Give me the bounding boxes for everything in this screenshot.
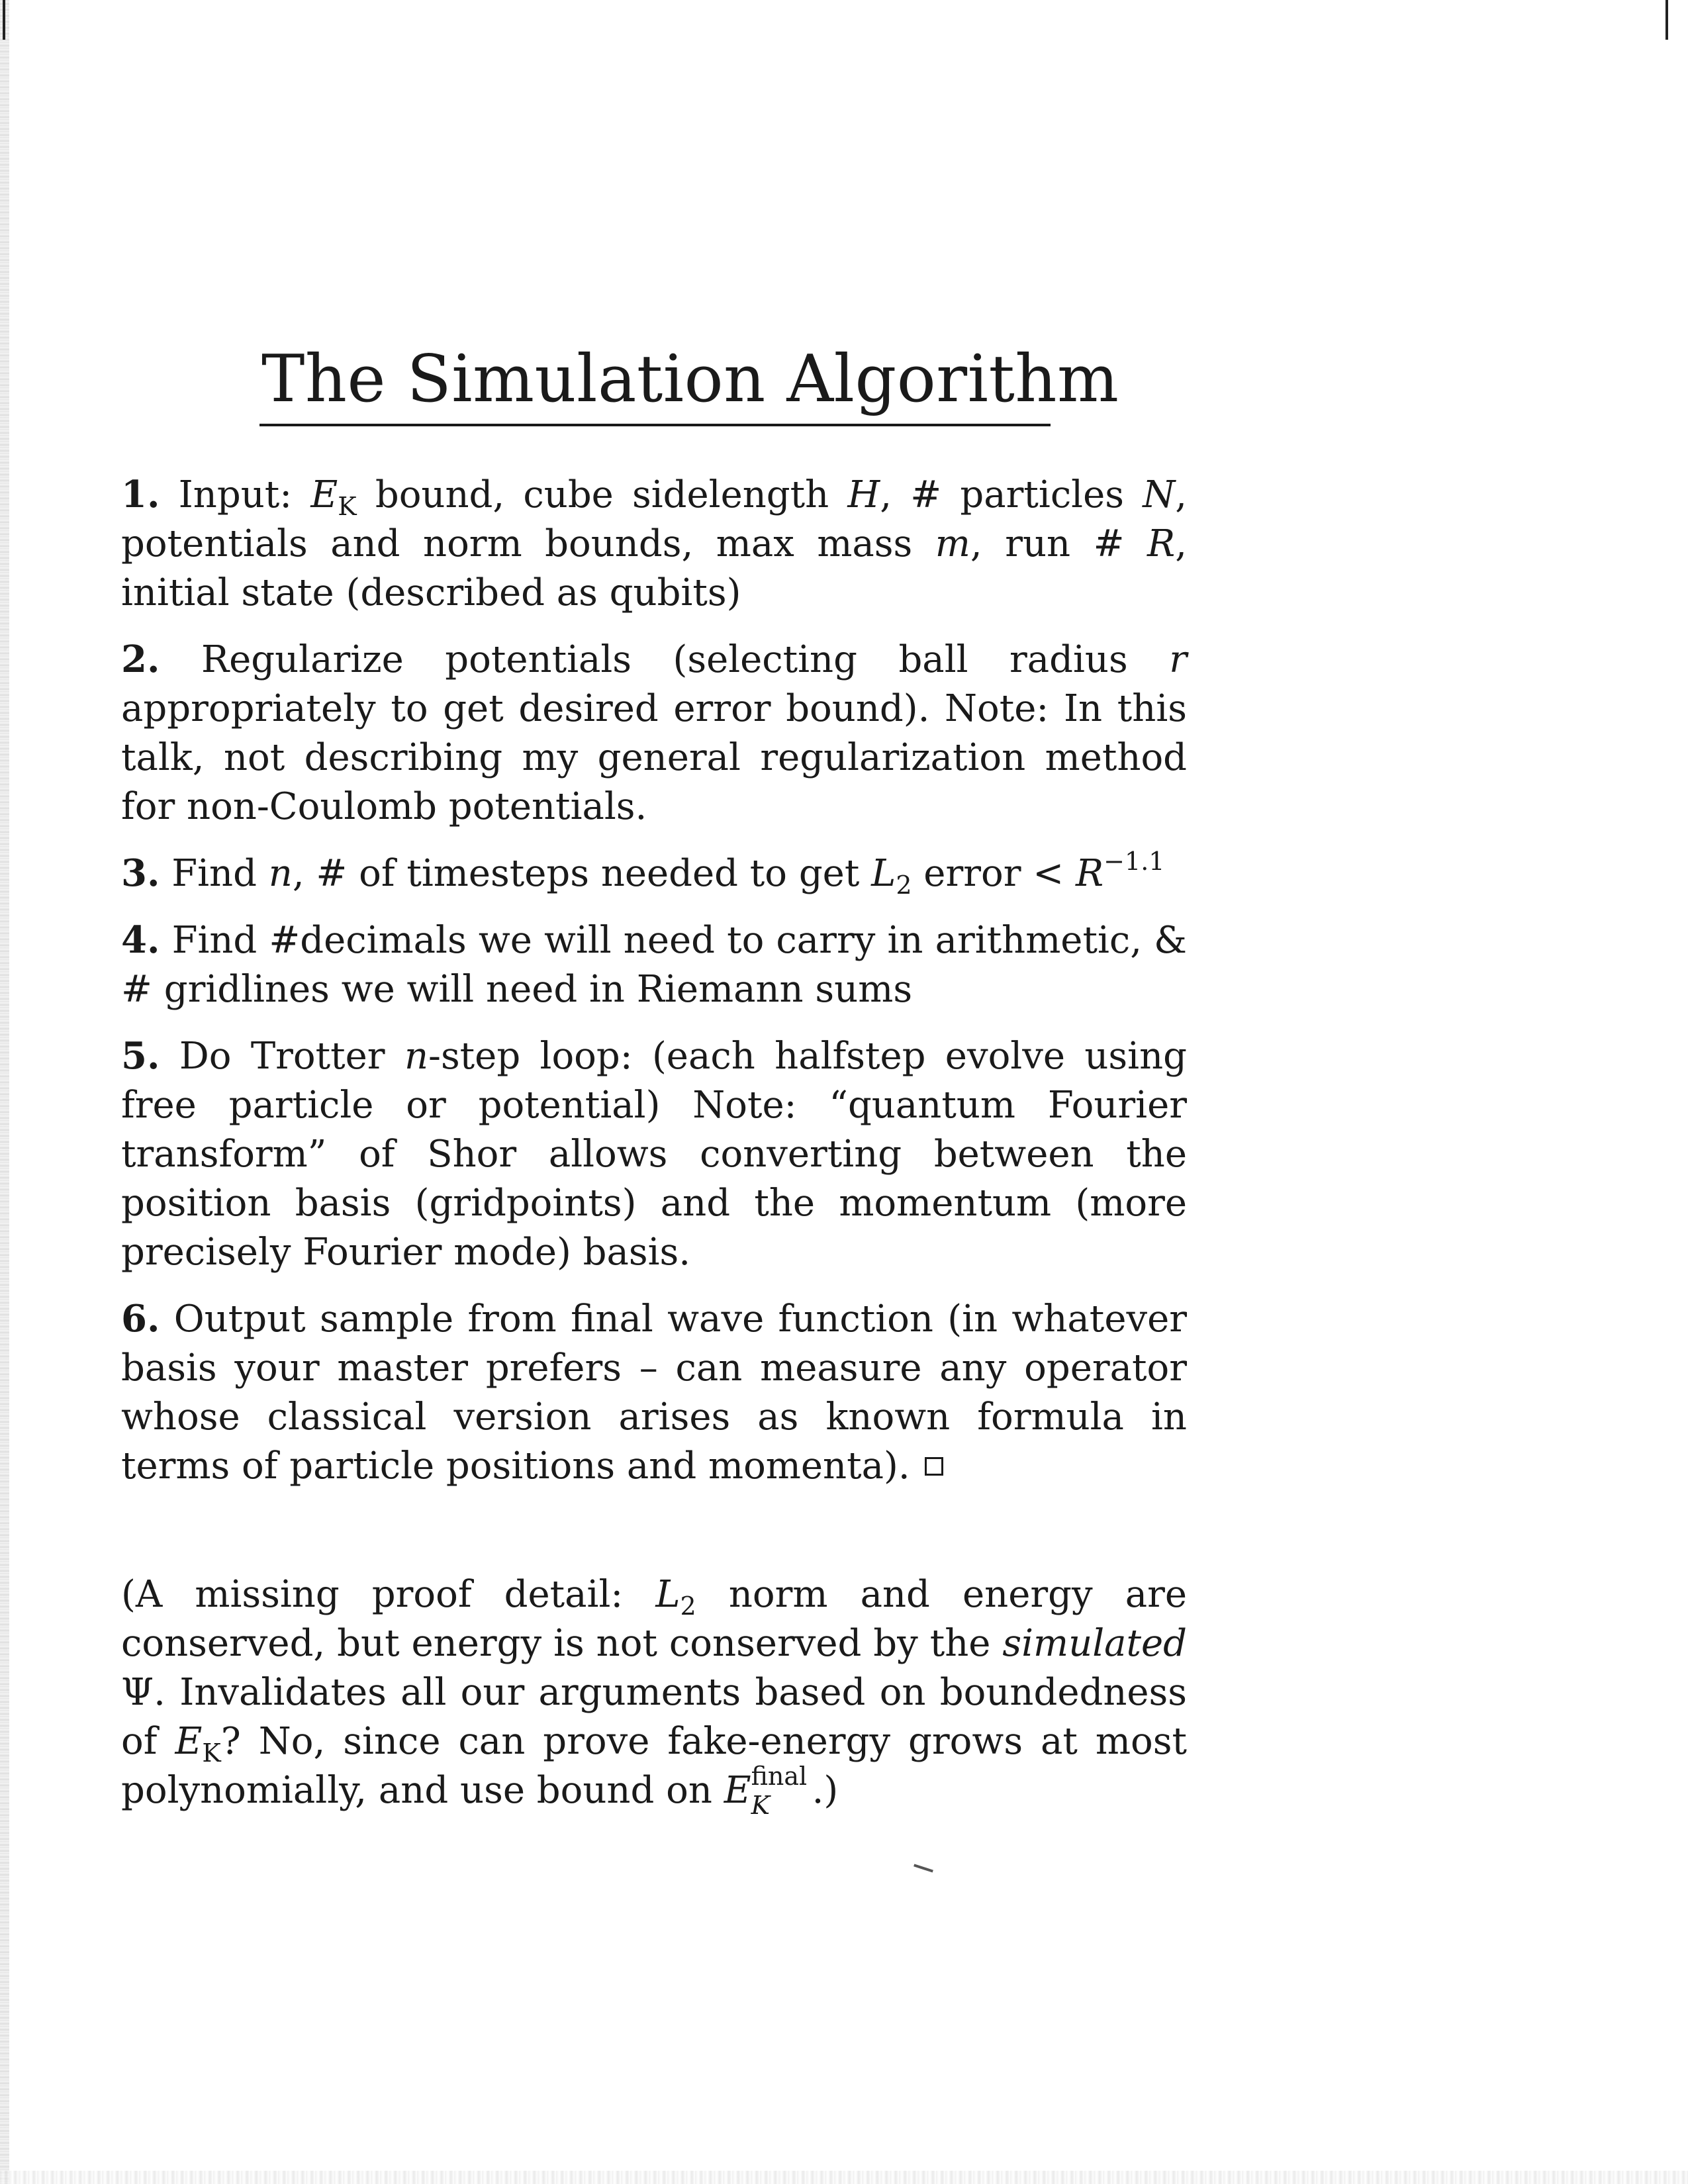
step-item	[121, 849, 1187, 898]
text-segment: , # particles	[880, 473, 1143, 516]
math-symbol: n	[268, 852, 293, 895]
text-segment: , potentials and norm bounds, max mass	[121, 473, 1187, 565]
step-item	[121, 1294, 1187, 1491]
text-segment: Regularize potentials (selecting ball radius	[160, 638, 1170, 681]
step-number: 3.	[121, 851, 160, 895]
proof-note	[121, 1570, 1187, 1820]
emphasis-text: simulated	[1002, 1622, 1187, 1665]
math-symbol: H	[847, 473, 880, 516]
math-subscript: K	[202, 1738, 221, 1768]
step-item	[121, 916, 1187, 1014]
scan-edge-bottom	[0, 2171, 1688, 2184]
text-segment: , # of timesteps needed to get	[292, 852, 872, 895]
math-symbol: n	[404, 1035, 429, 1078]
math-subscript: K	[338, 492, 357, 521]
text-segment: -step loop: (each halfstep evolve using free particle or potential) Note: “quantum Fourier transform” of Shor allows converting between the position basis (gridpoints) and the momentum (more precisely Fourier mode) basis.	[121, 1035, 1187, 1274]
algorithm-content	[121, 470, 1187, 1832]
text-segment: ? No, since can prove fake-energy grows at most polynomially, and use bound on	[121, 1720, 1187, 1812]
text-segment: Do Trotter	[160, 1035, 404, 1078]
step-number: 5.	[121, 1034, 160, 1078]
math-symbol: L	[871, 852, 896, 895]
step-item	[121, 470, 1187, 618]
scan-mark-right	[1665, 0, 1668, 40]
math-symbol: E	[310, 473, 338, 516]
qed-box-icon	[925, 1457, 943, 1476]
math-symbol: r	[1169, 638, 1187, 681]
page-title: The Simulation Algorithm	[261, 342, 1119, 417]
math-symbol: E	[724, 1769, 751, 1812]
math-symbol: N	[1143, 473, 1176, 516]
step-number: 2.	[121, 638, 160, 681]
text-segment: .)	[812, 1769, 839, 1812]
math-symbol: E	[175, 1720, 203, 1763]
step-number: 1.	[121, 473, 160, 516]
math-supsub	[751, 1762, 812, 1820]
scan-edge-left	[0, 0, 9, 2184]
math-symbol: L	[655, 1573, 680, 1616]
math-subscript: 2	[680, 1591, 696, 1621]
text-segment: , run #	[970, 522, 1148, 565]
text-segment: Find #decimals we will need to carry in arithmetic, & # gridlines we will need in Riemann sums	[121, 919, 1187, 1011]
math-symbol: R	[1076, 852, 1104, 895]
step-number: 4.	[121, 918, 160, 962]
step-item	[121, 1031, 1187, 1277]
math-superscript: −1.1	[1103, 847, 1165, 876]
text-segment: appropriately to get desired error bound). Note: In this talk, not describing my general regularization method for non-Coulomb potentials.	[121, 687, 1187, 828]
text-segment: error <	[912, 852, 1076, 895]
step-item	[121, 635, 1187, 831]
text-segment: Output sample from final wave function (in whatever basis your master prefers – can measure any operator whose classical version arises as known formula in terms of particle positions and momenta).	[121, 1298, 1187, 1488]
math-symbol: m	[935, 522, 970, 565]
math-symbol: R	[1147, 522, 1176, 565]
text-segment: (A missing proof detail:	[121, 1573, 656, 1616]
scan-mark-left	[3, 0, 5, 40]
text-segment: Input:	[160, 473, 311, 516]
text-segment: Find	[160, 852, 269, 895]
math-subscript: K	[751, 1791, 770, 1820]
step-number: 6.	[121, 1297, 160, 1341]
text-segment: bound, cube sidelength	[356, 473, 848, 516]
scan-speck	[914, 1864, 933, 1872]
math-superscript: final	[751, 1762, 808, 1791]
text-segment: , initial state (described as qubits)	[121, 522, 1187, 614]
title-underline	[259, 424, 1051, 426]
math-subscript: 2	[896, 871, 912, 900]
text-segment: norm and energy are conserved, but energy is not conserved by the	[121, 1573, 1187, 1665]
algorithm-steps	[121, 470, 1187, 1491]
text-segment: Ψ. Invalidates all our arguments based on boundedness of	[121, 1671, 1187, 1763]
